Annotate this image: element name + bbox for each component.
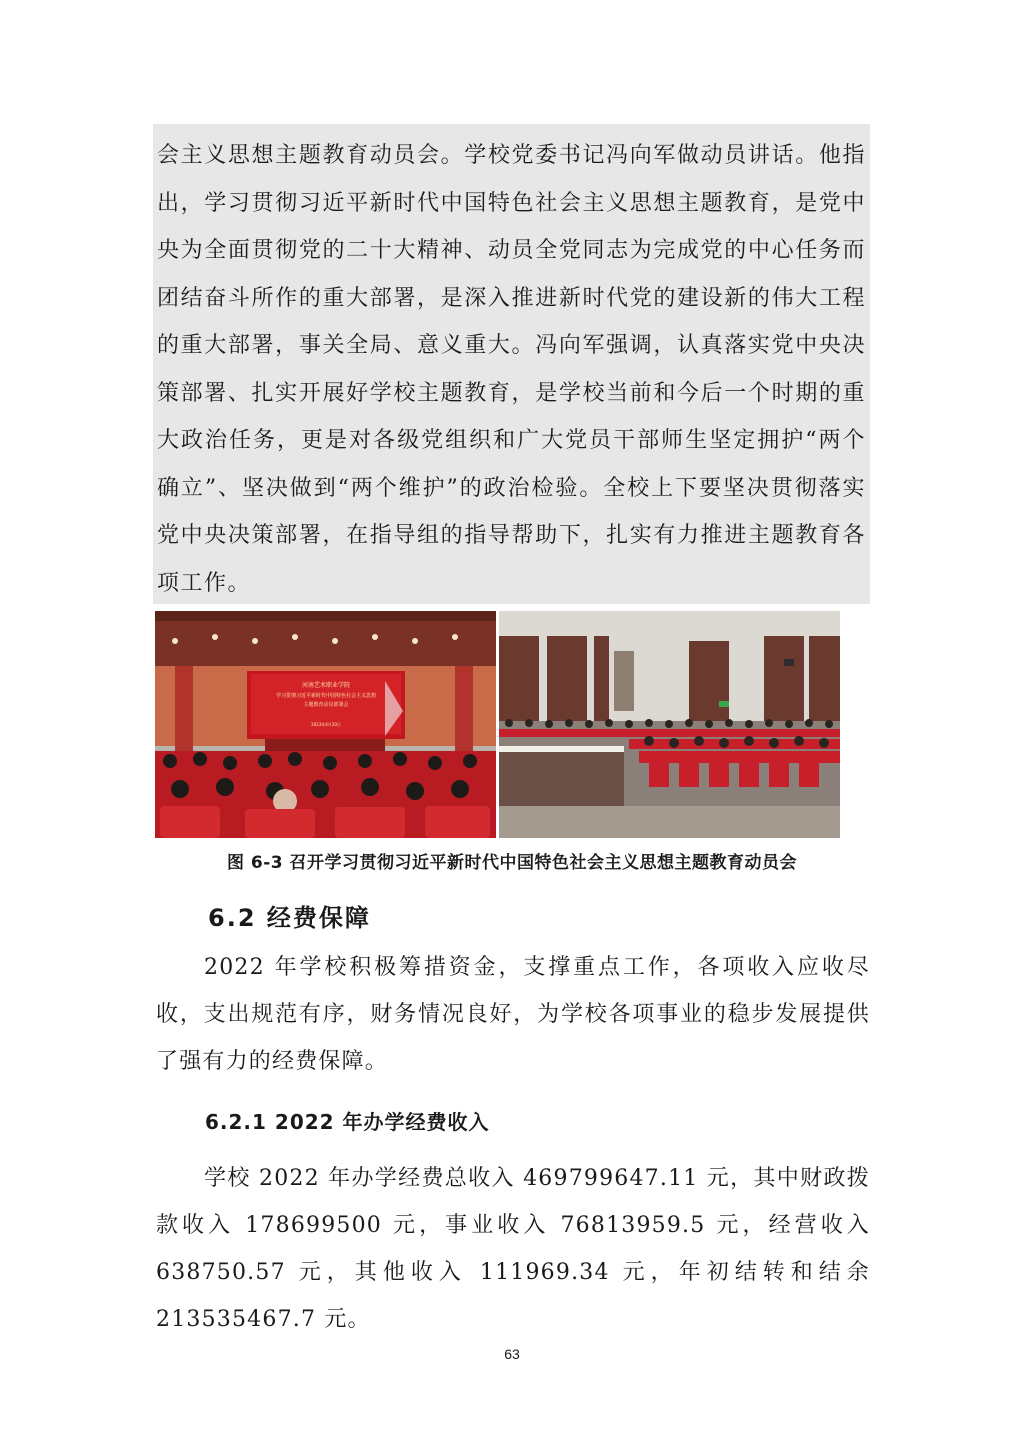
meeting-stage-photo <box>155 611 496 838</box>
figure-photos <box>155 611 840 838</box>
screen-title-line-1: 河南艺术职业学院 <box>301 682 351 689</box>
section-heading-6-2: 6.2 经费保障 <box>208 904 371 932</box>
page-number: 63 <box>504 1346 520 1362</box>
section-heading-6-2-1: 6.2.1 2022 年办学经费收入 <box>205 1110 490 1134</box>
screen-title-line-2: 学习贯彻习近平新时代中国特色社会主义思想 <box>275 693 377 699</box>
screen-date: 2023年4月20日 <box>311 722 341 727</box>
section-6-2-paragraph: 2022 年学校积极筹措资金，支撑重点工作，各项收入应收尽收，支出规范有序，财务情况良好，为学校各项事业的稳步发展提供了强有力的经费保障。 <box>156 955 870 1074</box>
meeting-audience-photo <box>499 611 840 838</box>
meeting-audience-illustration <box>499 611 840 838</box>
figure-caption: 图 6-3 召开学习贯彻习近平新时代中国特色社会主义思想主题教育动员会 <box>226 853 798 873</box>
section-6-2-1-paragraph: 学校 2022 年办学经费总收入 469799647.11 元，其中财政拨款收入 178699500 元，事业收入 76813959.5 元，经营收入 638750.57 元，其他收入 111969.34 元，年初结转和结余 213535467.7 元。 <box>156 1166 870 1332</box>
screen-title-line-3: 主题教育动员部署会 <box>303 702 349 708</box>
intro-paragraph: 会主义思想主题教育动员会。学校党委书记冯向军做动员讲话。他指出，学习贯彻习近平新时代中国特色社会主义思想主题教育，是党中央为全面贯彻党的二十大精神、动员全党同志为完成党的中心任务而团结奋斗所作的重大部署，是深入推进新时代党的建设新的伟大工程的重大部署，事关全局、意义重大。冯向军强调，认真落实党中央决策部署、扎实开展好学校主题教育，是学校当前和今后一个时期的重大政治任务，更是对各级党组织和广大党员干部师生坚定拥护“两个确立”、坚决做到“两个维护”的政治检验。全校上下要坚决贯彻落实党中央决策部署，在指导组的指导帮助下，扎实有力推进主题教育各项工作。 <box>157 143 866 596</box>
highlighted-text-block <box>153 124 870 604</box>
meeting-stage-illustration <box>155 611 496 838</box>
